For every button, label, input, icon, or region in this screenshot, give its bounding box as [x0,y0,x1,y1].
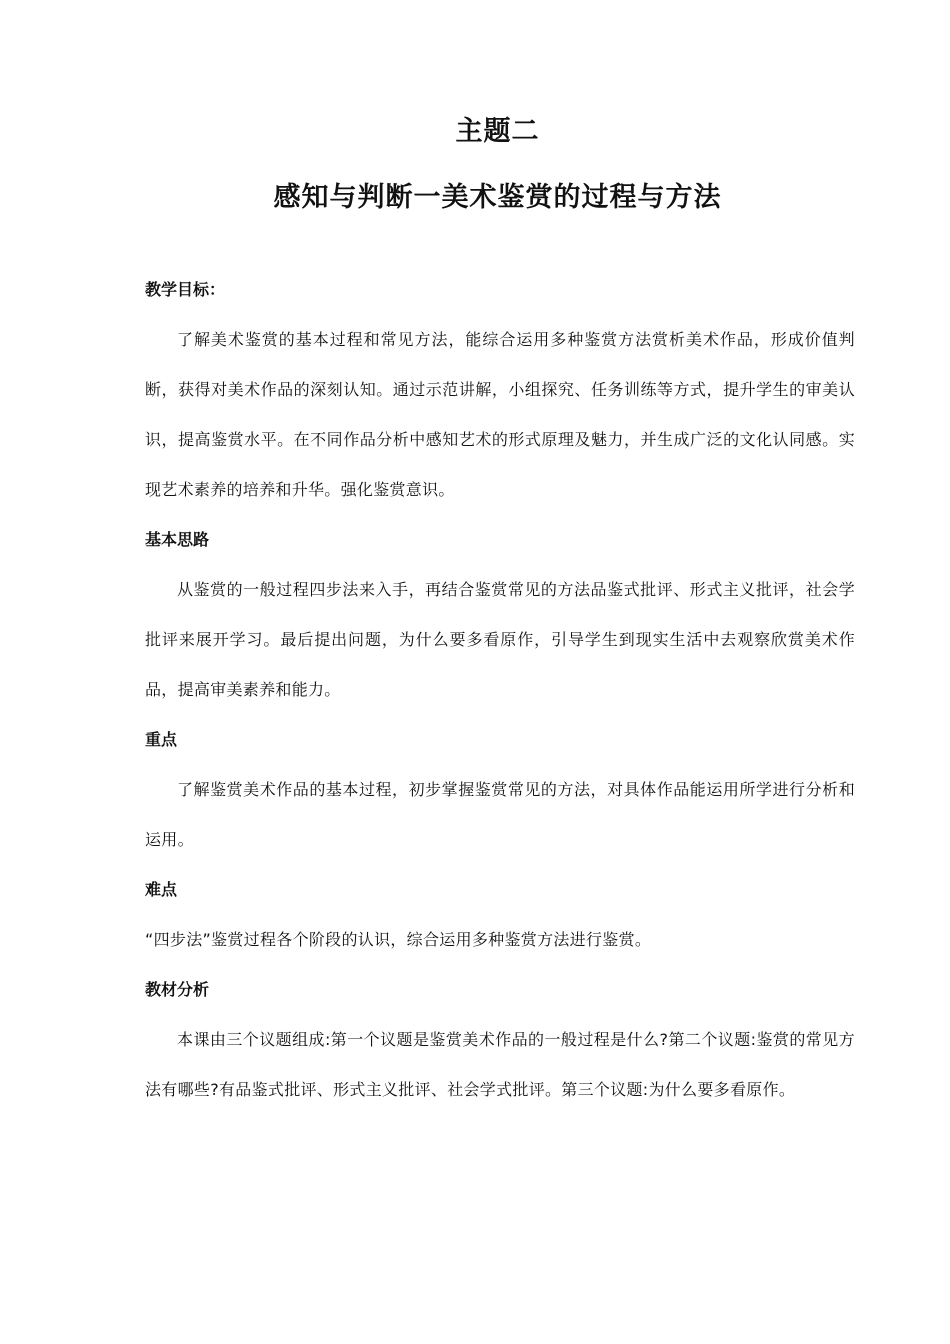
goal-heading: 教学目标： [145,280,226,299]
analysis-paragraph: 本课由三个议题组成:第一个议题是鉴赏美术作品的一般过程是什么?第二个议题:鉴赏的常见方法有哪些?有品鉴式批评、形式主义批评、社会学式批评。第三个议题:为什么要多看原作。 [145,1030,855,1099]
difficulty-paragraph: “四步法”鉴赏过程各个阶段的认识，综合运用多种鉴赏方法进行鉴赏。 [145,930,652,949]
key-point-paragraph: 了解鉴赏美术作品的基本过程，初步掌握鉴赏常见的方法，对具体作品能运用所学进行分析和运用。 [145,780,855,849]
title-block [0,112,950,218]
analysis-heading: 教材分析 [145,980,210,999]
key-point-heading: 重点 [145,730,178,749]
approach-paragraph: 从鉴赏的一般过程四步法来入手，再结合鉴赏常见的方法品鉴式批评、形式主义批评，社会学批评来展开学习。最后提出问题，为什么要多看原作，引导学生到现实生活中去观察欣赏美术作品，提高审美素养和能力。 [145,580,855,699]
goal-paragraph: 了解美术鉴赏的基本过程和常见方法，能综合运用多种鉴赏方法赏析美术作品，形成价值判断，获得对美术作品的深刻认知。通过示范讲解，小组探究、任务训练等方式，提升学生的审美认识，提高鉴赏水平。在不同作品分析中感知艺术的形式原理及魅力，并生成广泛的文化认同感。实现艺术素养的培养和升华。强化鉴赏意识。 [145,330,855,499]
document-body [145,265,855,1115]
difficulty-heading: 难点 [145,880,178,899]
lesson-title: 感知与判断一美术鉴赏的过程与方法 [273,182,722,213]
topic-title: 主题二 [455,116,540,147]
approach-heading: 基本思路 [145,530,210,549]
